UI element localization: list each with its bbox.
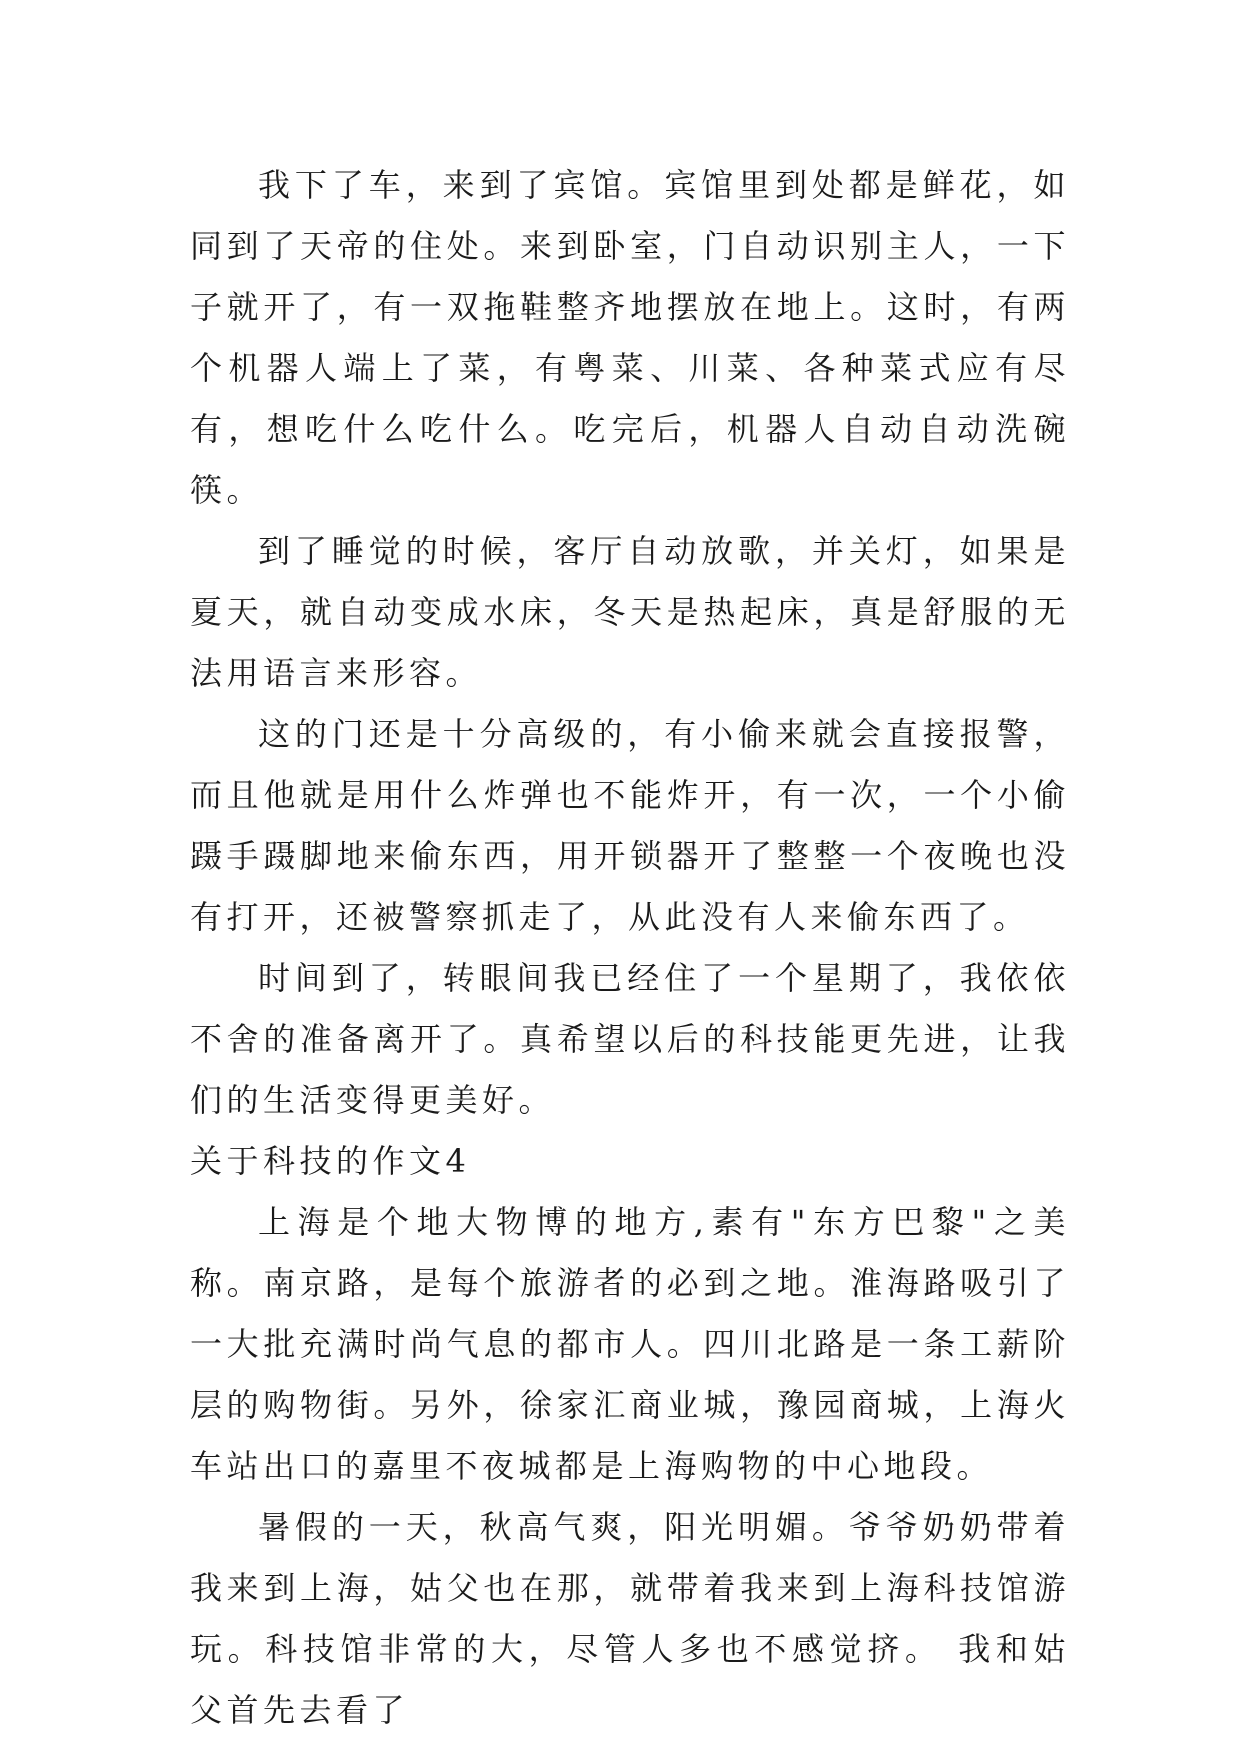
paragraph-departure: 时间到了，转眼间我已经住了一个星期了，我依依不舍的准备离开了。真希望以后的科技能更先进，让我们的生活变得更美好。 (190, 959, 1070, 1119)
paragraph-shanghai-shopping: 上海是个地大物博的地方,素有"东方巴黎"之美称。南京路，是每个旅游者的必到之地。淮海路吸引了一大批充满时尚气息的都市人。四川北路是一条工薪阶层的购物街。另外，徐家汇商业城，豫园商城，上海火车站出口的嘉里不夜城都是上海购物的中心地段。 (190, 1203, 1070, 1485)
paragraph-science-museum: 暑假的一天，秋高气爽，阳光明媚。爷爷奶奶带着我来到上海，姑父也在那，就带着我来到上海科技馆游玩。科技馆非常的大，尽管人多也不感觉挤。 我和姑父首先去看了 (190, 1508, 1070, 1729)
paragraph-bedtime: 到了睡觉的时候，客厅自动放歌，并关灯，如果是夏天，就自动变成水床，冬天是热起床，真是舒服的无法用语言来形容。 (190, 532, 1070, 692)
paragraph-security-door: 这的门还是十分高级的，有小偷来就会直接报警，而且他就是用什么炸弹也不能炸开，有一次，一个小偷蹑手蹑脚地来偷东西，用开锁器开了整整一个夜晚也没有打开，还被警察抓走了，从此没有人来偷东西了。 (190, 715, 1070, 936)
paragraph-hotel-arrival: 我下了车，来到了宾馆。宾馆里到处都是鲜花，如同到了天帝的住处。来到卧室，门自动识别主人，一下子就开了，有一双拖鞋整齐地摆放在地上。这时，有两个机器人端上了菜，有粤菜、川菜、各种菜式应有尽有，想吃什么吃什么。吃完后，机器人自动自动洗碗筷。 (190, 166, 1070, 509)
document-body (190, 155, 1070, 1741)
essay-heading: 关于科技的作文4 (190, 1142, 471, 1180)
